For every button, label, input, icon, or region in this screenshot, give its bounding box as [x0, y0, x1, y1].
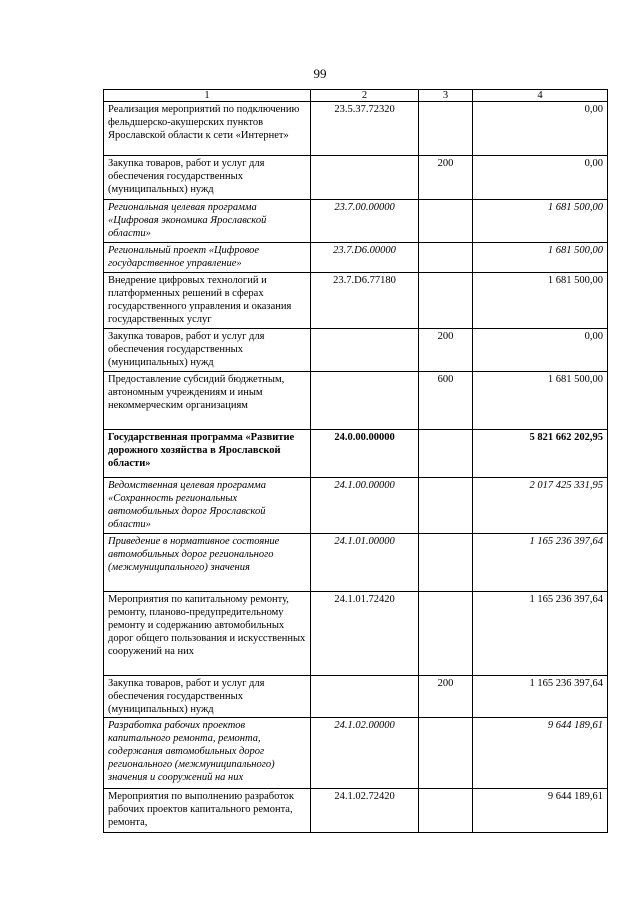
row-name-cell: Региональный проект «Цифровое государственное управление» — [104, 243, 311, 273]
row-sum-cell: 5 821 662 202,95 — [473, 430, 608, 478]
row-code-cell: 24.1.02.72420 — [311, 789, 419, 833]
row-sum-cell: 0,00 — [473, 329, 608, 372]
row-name-cell: Внедрение цифровых технологий и платформенных решений в сферах государственного управления и оказания государственных услуг — [104, 273, 311, 329]
row-sum-cell: 1 165 236 397,64 — [473, 592, 608, 676]
table-body — [104, 102, 608, 833]
row-code-cell: 23.7.00.00000 — [311, 200, 419, 243]
row-vr-cell — [419, 592, 473, 676]
row-vr-cell — [419, 478, 473, 534]
table-row — [104, 372, 608, 430]
table-row — [104, 676, 608, 718]
row-name-cell: Закупка товаров, работ и услуг для обеспечения государственных (муниципальных) нужд — [104, 676, 311, 718]
table-row — [104, 102, 608, 156]
column-header-4: 4 — [473, 90, 608, 102]
row-name-cell: Мероприятия по выполнению разработок рабочих проектов капитального ремонта, ремонта, — [104, 789, 311, 833]
table-row — [104, 243, 608, 273]
row-code-cell: 24.1.01.00000 — [311, 534, 419, 592]
row-sum-cell: 0,00 — [473, 156, 608, 200]
row-sum-cell: 1 681 500,00 — [473, 273, 608, 329]
row-vr-cell — [419, 243, 473, 273]
row-vr-cell — [419, 789, 473, 833]
row-vr-cell — [419, 718, 473, 789]
row-name-cell: Разработка рабочих проектов капитального ремонта, ремонта, содержания автомобильных дорог регионального (межмуниципального) значения и сооружений на них — [104, 718, 311, 789]
table-row — [104, 200, 608, 243]
row-name-cell: Реализация мероприятий по подключению фельдшерско-акушерских пунктов Ярославской области к сети «Интернет» — [104, 102, 311, 156]
row-sum-cell: 9 644 189,61 — [473, 718, 608, 789]
table-header-row — [104, 90, 608, 102]
row-vr-cell: 200 — [419, 156, 473, 200]
row-name-cell: Предоставление субсидий бюджетным, автономным учреждениям и иным некоммерческим организациям — [104, 372, 311, 430]
row-vr-cell — [419, 534, 473, 592]
row-sum-cell: 1 165 236 397,64 — [473, 534, 608, 592]
row-code-cell: 24.1.00.00000 — [311, 478, 419, 534]
row-code-cell: 24.1.01.72420 — [311, 592, 419, 676]
row-code-cell — [311, 156, 419, 200]
row-name-cell: Закупка товаров, работ и услуг для обеспечения государственных (муниципальных) нужд — [104, 156, 311, 200]
row-name-cell: Региональная целевая программа «Цифровая экономика Ярославской области» — [104, 200, 311, 243]
table-row — [104, 534, 608, 592]
table-row — [104, 592, 608, 676]
table-row — [104, 273, 608, 329]
row-code-cell: 24.0.00.00000 — [311, 430, 419, 478]
row-sum-cell: 1 681 500,00 — [473, 200, 608, 243]
table-row — [104, 329, 608, 372]
row-code-cell — [311, 329, 419, 372]
row-name-cell: Государственная программа «Развитие дорожного хозяйства в Ярославской области» — [104, 430, 311, 478]
row-sum-cell: 0,00 — [473, 102, 608, 156]
row-sum-cell: 1 165 236 397,64 — [473, 676, 608, 718]
row-sum-cell: 9 644 189,61 — [473, 789, 608, 833]
table-row — [104, 430, 608, 478]
column-header-1: 1 — [104, 90, 311, 102]
row-sum-cell: 1 681 500,00 — [473, 243, 608, 273]
row-name-cell: Закупка товаров, работ и услуг для обеспечения государственных (муниципальных) нужд — [104, 329, 311, 372]
row-name-cell: Ведомственная целевая программа «Сохранность региональных автомобильных дорог Ярославской области» — [104, 478, 311, 534]
table-row — [104, 718, 608, 789]
page-number: 99 — [313, 66, 327, 81]
row-vr-cell: 600 — [419, 372, 473, 430]
table-row — [104, 478, 608, 534]
row-vr-cell — [419, 273, 473, 329]
row-name-cell: Приведение в нормативное состояние автомобильных дорог регионального (межмуниципального) значения — [104, 534, 311, 592]
table-row — [104, 789, 608, 833]
row-vr-cell: 200 — [419, 329, 473, 372]
row-code-cell — [311, 676, 419, 718]
row-vr-cell — [419, 200, 473, 243]
budget-table — [103, 89, 608, 833]
row-name-cell: Мероприятия по капитальному ремонту, ремонту, планово-предупредительному ремонту и содержанию автомобильных дорог общего пользования и искусственных сооружений на них — [104, 592, 311, 676]
row-code-cell: 23.7.D6.77180 — [311, 273, 419, 329]
row-code-cell: 23.7.D6.00000 — [311, 243, 419, 273]
column-header-2: 2 — [311, 90, 419, 102]
row-code-cell — [311, 372, 419, 430]
row-code-cell: 23.5.37.72320 — [311, 102, 419, 156]
row-vr-cell — [419, 430, 473, 478]
table-row — [104, 156, 608, 200]
row-sum-cell: 1 681 500,00 — [473, 372, 608, 430]
row-sum-cell: 2 017 425 331,95 — [473, 478, 608, 534]
row-code-cell: 24.1.02.00000 — [311, 718, 419, 789]
row-vr-cell: 200 — [419, 676, 473, 718]
column-header-3: 3 — [419, 90, 473, 102]
row-vr-cell — [419, 102, 473, 156]
